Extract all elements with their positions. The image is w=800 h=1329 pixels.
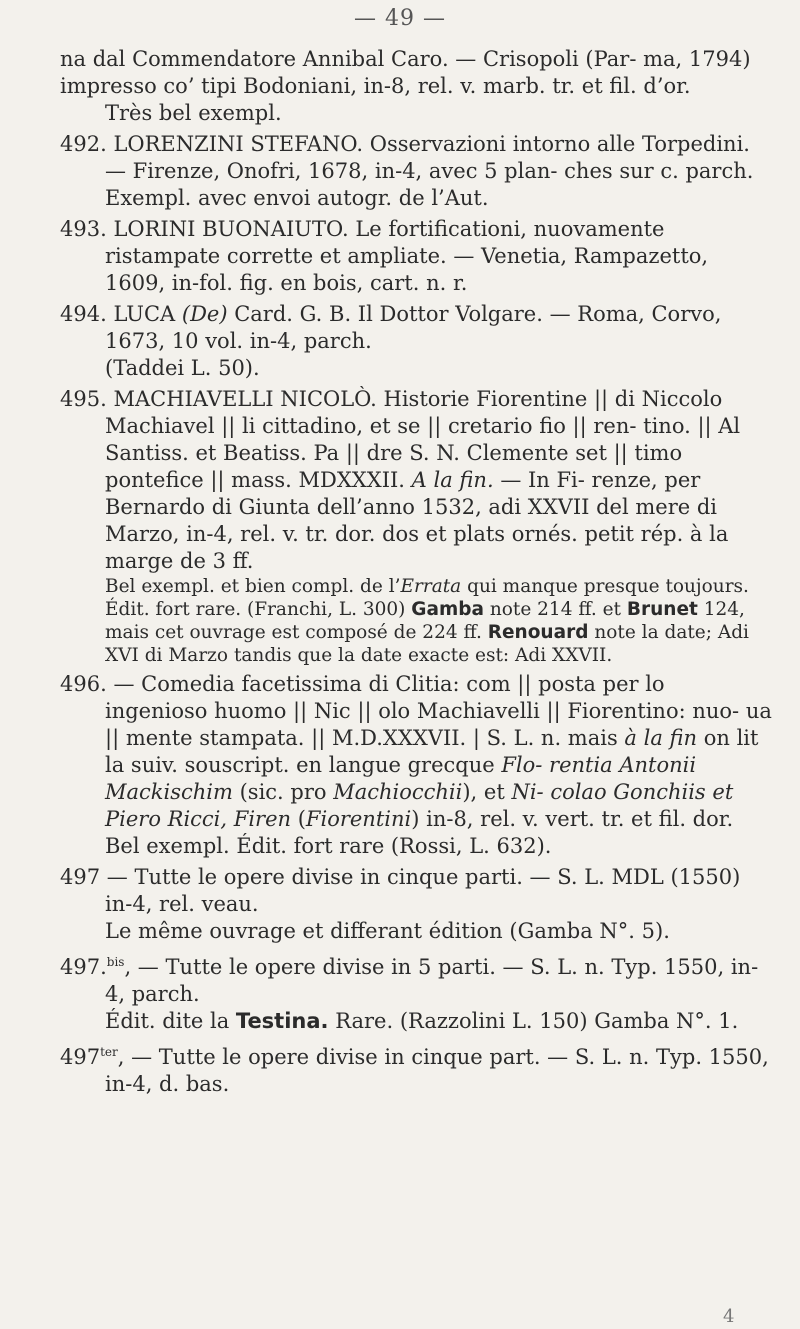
entry-492: [60, 131, 772, 212]
note-part: note la date; Adi XVI di Marzo tandis que la date exacte est: Adi XXVII.: [105, 622, 749, 666]
entry-text: (: [291, 807, 306, 831]
entry-text: , — Tutte le opere divise in cinque part. — S. L. n. Typ. 1550, in-4, d. bas.: [105, 1045, 769, 1096]
entry-number-suffix: bis: [106, 955, 125, 969]
entry-text-italic: à la fin: [624, 726, 698, 750]
entry-note: Le même ouvrage et differant édition (Gamba N°. 5).: [105, 919, 670, 943]
note-part: Édit. dite la: [105, 1009, 236, 1033]
entry-number: 496.: [60, 672, 107, 696]
entry-text-after: — In Fi- renze, per Bernardo di Giunta dell’anno 1532, adi XXVII del mere di Marzo, in-4, rel. v. tr. dor. dos et plats ornés. petit rép. à la marge de 3 ff.: [105, 468, 729, 573]
entry-text-italic: Fiorentini: [305, 807, 412, 831]
entry-number: 495.: [60, 387, 107, 411]
entry-497-ter: [60, 1039, 772, 1098]
entry-continuation: [60, 46, 772, 127]
entry-author: LUCA: [113, 302, 176, 326]
entry-number: 494.: [60, 302, 107, 326]
entry-number: 497: [60, 865, 101, 889]
entry-text: on lit la suiv. souscript. en langue grecque: [105, 726, 759, 777]
entry-author: MACHIAVELLI NICOLÒ.: [113, 387, 377, 411]
entry-number: 497.: [60, 955, 107, 979]
entry-text-italic: A la fin.: [411, 468, 494, 492]
entry-text: Osservazioni intorno alle Torpedini. — Firenze, Onofri, 1678, in-4, avec 5 plan- ches sur c. parch.: [105, 132, 754, 183]
note-part: qui manque presque toujours. Édit. fort rare. (Franchi, L. 300): [105, 576, 749, 620]
entry-text: , — Tutte le opere divise in 5 parti. — S. L. n. Typ. 1550, in-4, parch.: [105, 955, 759, 1006]
entry-note: (Taddei L. 50).: [105, 356, 260, 380]
entry-number-suffix: ter: [100, 1045, 118, 1059]
entry-text-italic: Flo- rentia Antonii Mackischim: [105, 753, 697, 804]
entry-note: Très bel exempl.: [105, 101, 282, 125]
entry-496: [60, 671, 772, 860]
catalogue-content: [60, 46, 772, 1102]
note-gamba: Gamba: [411, 599, 484, 620]
entry-text: — Comedia facetissima di Clitia: com || posta per lo ingenioso huomo || Nic || olo Machiavelli || Fiorentino: nuo- ua || mente stampata. || M.D.XXXVII. | S. L. n. mais: [105, 672, 772, 750]
note-testina: Testina.: [235, 1009, 329, 1033]
entry-number: 493.: [60, 217, 107, 241]
note-part: Bel exempl. et bien compl. de l’: [105, 576, 401, 597]
entry-number: 497: [60, 1045, 101, 1069]
entry-author: LORENZINI STEFANO.: [113, 132, 364, 156]
note-renouard: Renouard: [487, 622, 589, 643]
entry-text-italic: Ni- colao Gonchiis et Piero Ricci, Firen: [105, 780, 734, 831]
entry-note: Exempl. avec envoi autogr. de l’Aut.: [105, 186, 489, 210]
page-number: — 49 —: [354, 6, 446, 31]
note-part: 124, mais cet ouvrage est composé de 224 ff.: [105, 599, 745, 643]
entry-note: Bel exempl. Édit. fort rare (Rossi, L. 632).: [105, 834, 552, 858]
entry-author-particle: (De): [181, 302, 228, 326]
stray-mark: 4: [723, 1306, 735, 1327]
entry-text: — Tutte le opere divise in cinque parti. — S. L. MDL (1550) in-4, rel. veau.: [105, 865, 741, 916]
entry-author: LORINI BUONAIUTO.: [113, 217, 349, 241]
entry-note: [60, 575, 772, 667]
entry-494: [60, 301, 772, 382]
entry-497: [60, 864, 772, 945]
entry-text: Le fortificationi, nuovamente ristampate corrette et ampliate. — Venetia, Rampazetto, 1609, in-fol. fig. en bois, cart. n. r.: [105, 217, 709, 295]
entry-text-italic: Machiocchii: [333, 780, 463, 804]
note-brunet: Brunet: [626, 599, 698, 620]
entry-number: 492.: [60, 132, 107, 156]
entry-text: Historie Fiorentine || di Niccolo Machiavel || li cittadino, et se || cretario fio || ren- tino. || Al Santiss. et Beatiss. Pa || dre S. N. Clemente set || timo pontefice || mass. MDXXXII.: [105, 387, 741, 492]
entry-text: ) in-8, rel. v. vert. tr. et fil. dor.: [411, 807, 734, 831]
entry-text: Card. G. B. Il Dottor Volgare. — Roma, Corvo, 1673, 10 vol. in-4, parch.: [105, 302, 722, 353]
note-errata: Errata: [400, 576, 462, 597]
entry-497-bis: [60, 949, 772, 1035]
note-part: note 214 ff. et: [483, 599, 627, 620]
entry-note: [60, 1008, 772, 1035]
entry-495: [60, 386, 772, 667]
entry-text: ), et: [462, 780, 512, 804]
entry-text: (sic. pro: [232, 780, 334, 804]
note-part: Rare. (Razzolini L. 150) Gamba N°. 1.: [328, 1009, 739, 1033]
entry-493: [60, 216, 772, 297]
entry-text: na dal Commendatore Annibal Caro. — Crisopoli (Par- ma, 1794) impresso co’ tipi Bodoniani, in-8, rel. v. marb. tr. et fil. d’or.: [60, 47, 751, 98]
